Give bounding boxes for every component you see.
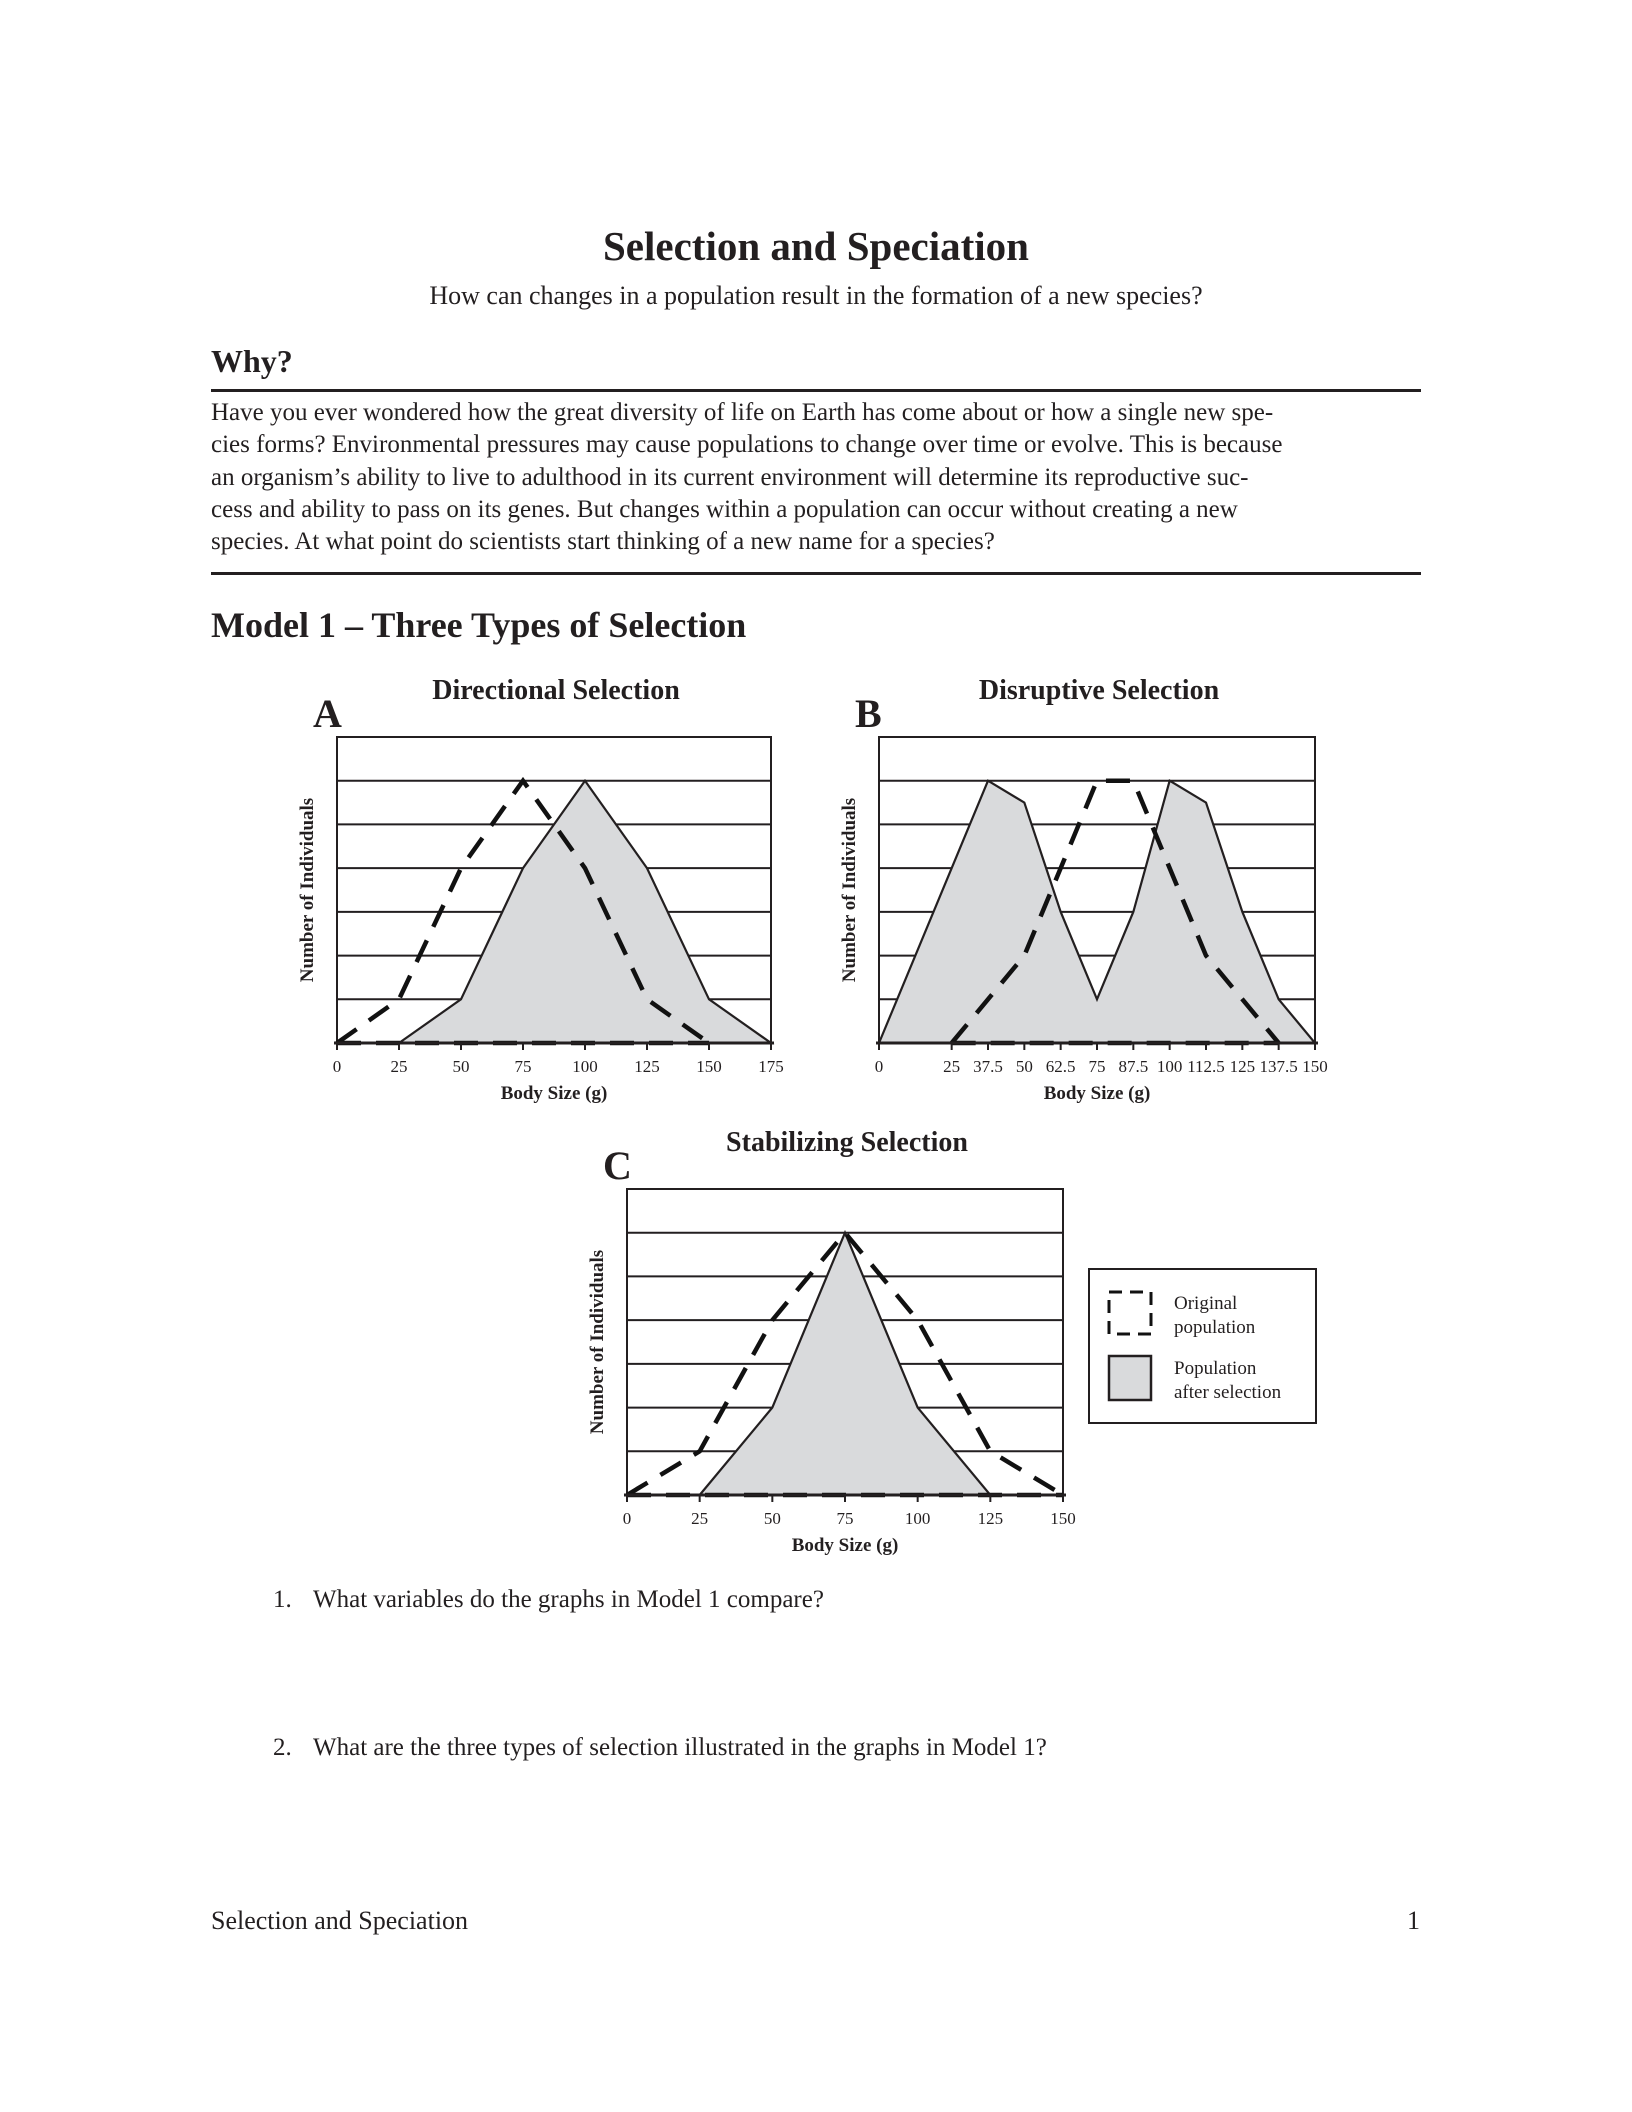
- chart-title: Stabilizing Selection: [726, 1127, 968, 1158]
- legend-label: Original: [1174, 1293, 1238, 1314]
- question-1: [273, 1586, 824, 1614]
- y-axis-label: Number of Individuals: [839, 797, 860, 983]
- chart-letter: C: [603, 1143, 632, 1188]
- x-tick-label: 25: [390, 1057, 408, 1076]
- legend-swatch-after: [1109, 1356, 1151, 1400]
- x-tick-label: 25: [943, 1057, 961, 1076]
- chart-letter: B: [855, 691, 882, 736]
- legend-label: Population: [1174, 1358, 1257, 1379]
- legend-label: population: [1174, 1317, 1256, 1338]
- paragraph-line: cies forms? Environmental pressures may cause populations to change over time or evolve. This is because: [211, 431, 1283, 459]
- question-text: What are the three types of selection illustrated in the graphs in Model 1?: [313, 1734, 1047, 1761]
- why-heading: Why?: [211, 343, 293, 379]
- chart-c: [624, 1189, 1066, 1502]
- question-number: 1.: [273, 1586, 292, 1613]
- x-axis-label: Body Size (g): [1043, 1083, 1151, 1104]
- x-tick-label: 100: [1156, 1057, 1183, 1076]
- question-number: 2.: [273, 1734, 292, 1761]
- question-2: [273, 1734, 1047, 1762]
- x-axis-label: Body Size (g): [791, 1535, 899, 1556]
- footer-title: Selection and Speciation: [211, 1906, 469, 1935]
- x-tick-label: 75: [1088, 1057, 1106, 1076]
- x-tick-label: 150: [696, 1057, 722, 1076]
- x-tick-label: 62.5: [1045, 1057, 1076, 1076]
- x-tick-label: 100: [572, 1057, 598, 1076]
- y-axis-label: Number of Individuals: [587, 1249, 608, 1435]
- x-tick-label: 175: [758, 1057, 784, 1076]
- x-tick-label: 150: [1302, 1057, 1328, 1076]
- paragraph-line: cess and ability to pass on its genes. But changes within a population can occur without creating a new: [211, 495, 1238, 523]
- page-title: Selection and Speciation: [603, 223, 1029, 269]
- x-tick-label: 25: [691, 1509, 709, 1528]
- chart-a: [334, 737, 774, 1050]
- question-text: What variables do the graphs in Model 1 compare?: [313, 1586, 824, 1613]
- x-tick-label: 0: [332, 1057, 342, 1076]
- chart-title: Disruptive Selection: [978, 675, 1220, 706]
- x-tick-label: 0: [874, 1057, 884, 1076]
- x-tick-label: 50: [1015, 1057, 1033, 1076]
- x-tick-label: 125: [977, 1509, 1004, 1528]
- model-heading: Model 1 – Three Types of Selection: [211, 605, 747, 645]
- x-tick-label: 100: [904, 1509, 931, 1528]
- page-subtitle: How can changes in a population result in the formation of a new species?: [429, 281, 1203, 310]
- legend-label: after selection: [1174, 1382, 1282, 1403]
- x-tick-label: 0: [622, 1509, 632, 1528]
- y-axis-label: Number of Individuals: [297, 797, 318, 983]
- x-tick-label: 50: [452, 1057, 470, 1076]
- chart-b: [876, 737, 1318, 1050]
- x-tick-label: 37.5: [973, 1057, 1003, 1076]
- x-tick-label: 112.5: [1187, 1057, 1225, 1076]
- x-tick-label: 75: [514, 1057, 532, 1076]
- x-tick-label: 150: [1050, 1509, 1076, 1528]
- x-tick-label: 137.5: [1259, 1057, 1298, 1076]
- page-number: 1: [1407, 1906, 1420, 1935]
- x-tick-label: 125: [1229, 1057, 1256, 1076]
- x-axis-label: Body Size (g): [500, 1083, 608, 1104]
- chart-title: Directional Selection: [432, 675, 680, 706]
- paragraph-line: Have you ever wondered how the great diversity of life on Earth has come about or how a single new spe-: [211, 399, 1274, 426]
- x-tick-label: 87.5: [1118, 1057, 1149, 1076]
- paragraph-line: an organism’s ability to live to adulthood in its current environment will determine its reproductive suc-: [211, 463, 1249, 491]
- x-tick-label: 125: [634, 1057, 660, 1076]
- x-tick-label: 75: [836, 1509, 854, 1528]
- chart-letter: A: [313, 691, 342, 736]
- paragraph-line: species. At what point do scientists start thinking of a new name for a species?: [211, 528, 995, 556]
- x-tick-label: 50: [763, 1509, 781, 1528]
